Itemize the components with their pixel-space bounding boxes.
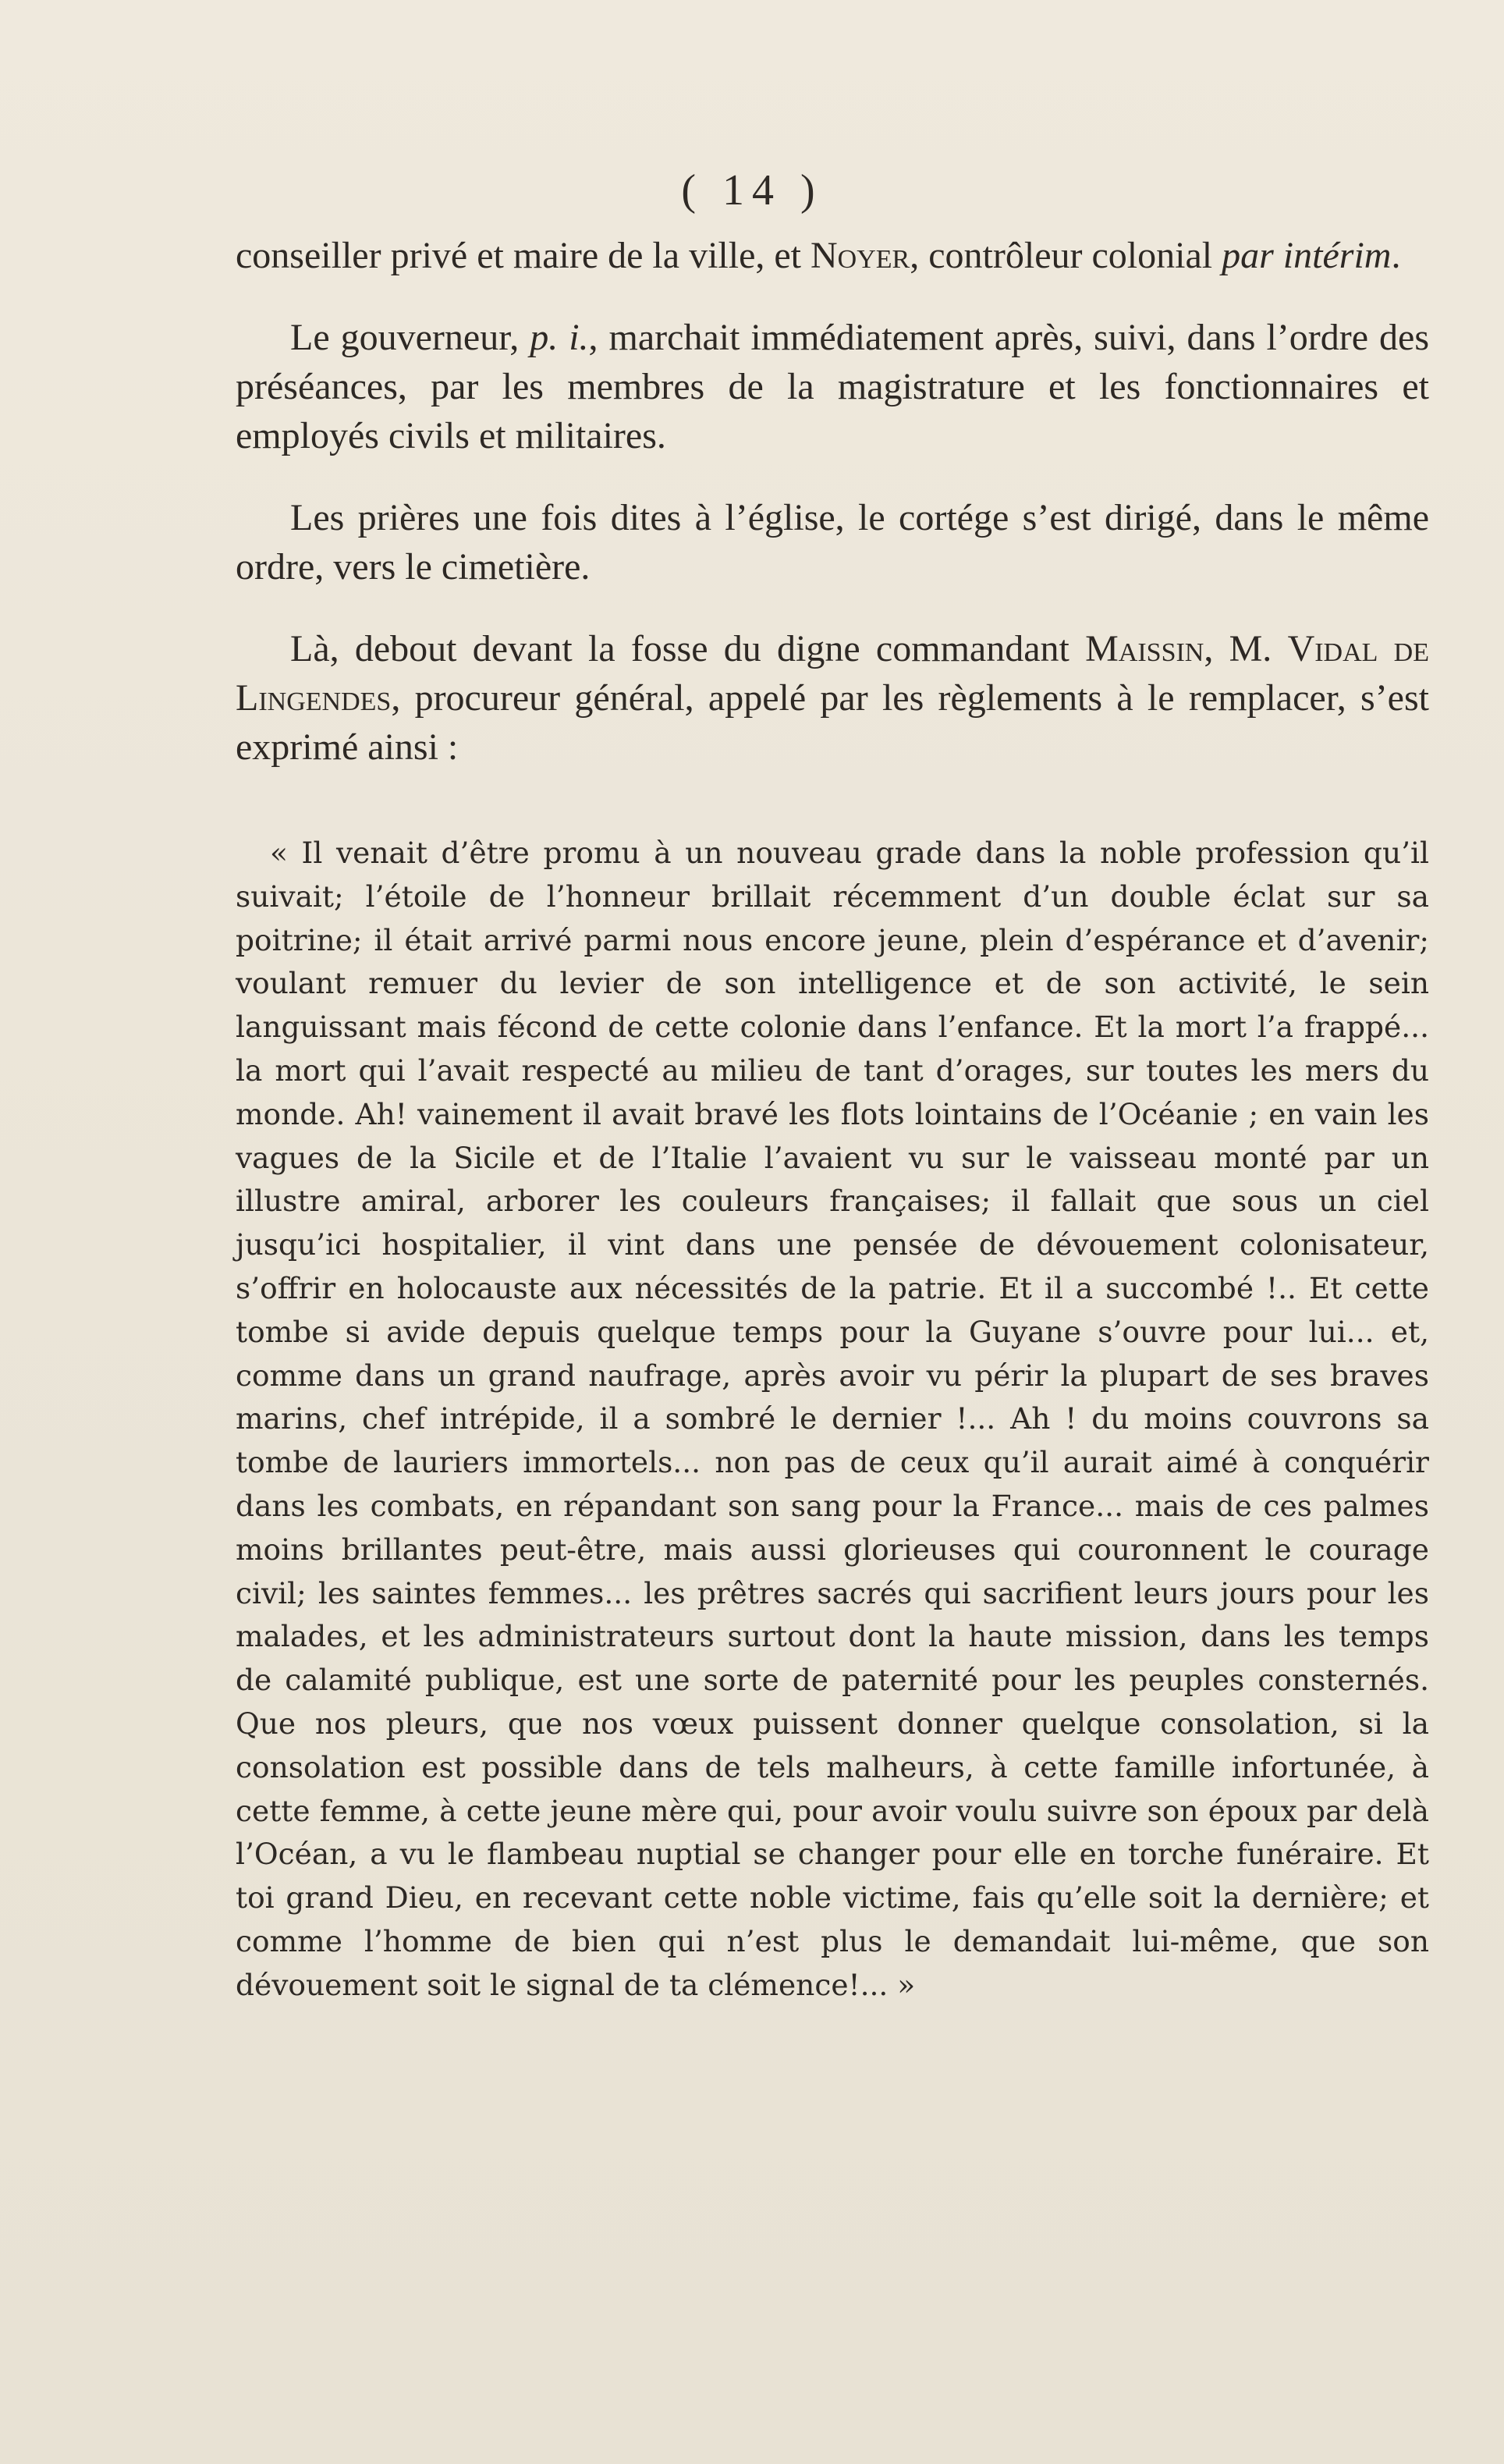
- person-name: Maissin: [1085, 628, 1204, 669]
- person-name: Noyer: [811, 235, 910, 276]
- italic-phrase: par intérim: [1222, 235, 1392, 276]
- page-number: ( 14 ): [681, 166, 823, 215]
- paragraph-procession: [236, 313, 1429, 460]
- quote-paragraph: « Il venait d’être promu à un nouveau grade dans la noble profession qu’il suivait; l’étoile de l’honneur brillait récemment d’un double éclat sur sa poitrine; il était arrivé parmi nous encore jeune, plein d’espérance et d’avenir; voulant remuer du levier de son intelligence et de son activité, le sein languissant mais fécond de cette colonie dans l’enfance. Et la mort l’a frappé... la mort qui l’avait respecté au milieu de tant d’orages, sur toutes les mers du monde. Ah! vainement il avait bravé les flots lointains de l’Océanie ; en vain les vagues de la Sicile et de l’Italie l’avaient vu sur le vaisseau monté par un illustre amiral, arborer les couleurs françaises; il fallait que sous un ciel jusqu’ici hospitalier, il vint dans une pensée de dévouement colonisateur, s’offrir en holocauste aux nécessités de la patrie. Et il a succombé !.. Et cette tombe si avide depuis quelque temps pour la Guyane s’ouvre pour lui... et, comme dans un grand naufrage, après avoir vu périr la plupart de ses braves marins, chef intrépide, il a sombré le dernier !... Ah ! du moins couvrons sa tombe de lauriers immortels... non pas de ceux qu’il aurait aimé à conquérir dans les combats, en répandant son sang pour la France... mais de ces palmes moins brillantes peut-être, mais aussi glorieuses qui couronnent le courage civil; les saintes femmes... les prêtres sacrés qui sacrifient leurs jours pour les malades, et les administrateurs surtout dont la haute mission, dans les temps de calamité publique, est une sorte de paternité pour les peuples consternés. Que nos pleurs, que nos vœux puissent donner quelque consolation, si la consolation est possible dans de tels malheurs, à cette famille infortunée, à cette femme, à cette jeune mère qui, pour avoir voulu suivre son époux par delà l’Océan, a vu le flambeau nuptial se changer pour elle en torche funéraire. Et toi grand Dieu, en recevant cette noble victime, fais qu’elle soit la dernière; et comme l’homme de bien qui n’est plus le demandait lui-même, que son dévouement soit le signal de ta clémence!... »: [236, 836, 1429, 2002]
- paragraph-text: , M.: [1204, 628, 1288, 669]
- paragraph-text: , procureur général, appelé par les règlements à le remplacer, s’est exprimé ainsi :: [236, 677, 1429, 768]
- italic-phrase: p. i.: [530, 317, 589, 358]
- paragraph-continued: [236, 231, 1429, 280]
- person-name: Vidal de Lingendes: [236, 628, 1430, 719]
- paragraph-text: Le gouverneur,: [290, 317, 530, 358]
- paragraph-text: , marchait immédiatement après, suivi, dans l’ordre des préséances, par les membres de la magistrature et les fonctionnaires et employés civils et militaires.: [236, 317, 1430, 456]
- paragraph-text: Là, debout devant la fosse du digne commandant: [290, 628, 1086, 669]
- paragraph-graveside: [236, 624, 1429, 772]
- speech-quote: [236, 832, 1429, 2008]
- paragraph-text: , contrôleur colonial: [910, 235, 1222, 276]
- paragraph-prayers: Les prières une fois dites à l’église, le cortége s’est dirigé, dans le même ordre, vers le cimetière.: [236, 497, 1429, 588]
- paragraph-text: conseiller privé et maire de la ville, et: [236, 235, 811, 276]
- paragraph-text: .: [1391, 235, 1401, 276]
- body-text: [236, 231, 1429, 804]
